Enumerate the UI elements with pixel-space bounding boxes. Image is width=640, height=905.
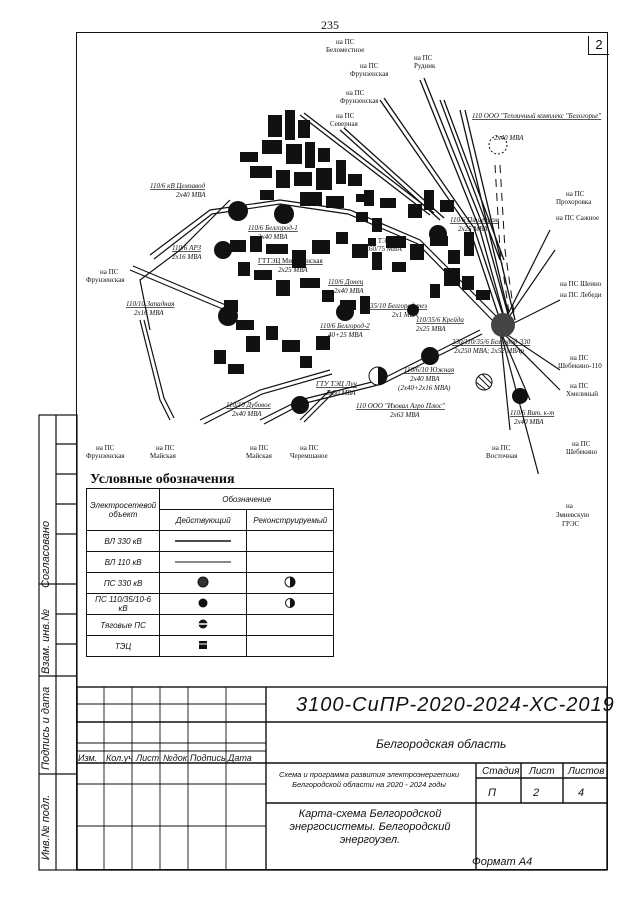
legend-name: ВЛ 330 кВ [87, 531, 160, 552]
svg-text:110/6 Пищепром: 110/6 Пищепром [450, 216, 499, 224]
ps-dubovoe [291, 396, 309, 414]
svg-text:на ПСВосточная: на ПС Восточная [486, 444, 518, 460]
svg-text:110/35/6 Крейда: 110/35/6 Крейда [416, 316, 464, 324]
svg-text:110/6/10 Южная: 110/6/10 Южная [404, 366, 455, 374]
legend-table [86, 488, 334, 657]
svg-text:2х30 МВА: 2х30 МВА [326, 389, 356, 397]
ps-belgorod1 [274, 204, 294, 224]
svg-text:3х40 МВА: 3х40 МВА [258, 233, 288, 241]
svg-text:2х40 МВА: 2х40 МВА [232, 410, 262, 418]
stage-value: П [488, 787, 496, 799]
legend-row [87, 636, 334, 657]
svg-text:на ПС Лебеди: на ПС Лебеди [560, 291, 602, 299]
vzam-inv-label: Взам. инв.№ [40, 609, 52, 674]
svg-text:110/6 Вит. к-т: 110/6 Вит. к-т [510, 409, 555, 417]
svg-text:110 ООО "Тепличный комплекс "Б: 110 ООО "Тепличный комплекс "Белогорье" [472, 112, 602, 120]
ps-vitkt [512, 388, 528, 404]
ps-yuzhnaya [421, 347, 439, 365]
podpis-data-label: Подпись и дата [40, 686, 52, 770]
svg-text:2х1 МВА: 2х1 МВА [392, 311, 418, 319]
col-izm: Изм. [78, 753, 98, 763]
ps-bel330 [491, 313, 515, 337]
svg-text:(2х40+2х16 МВА): (2х40+2х16 МВА) [398, 384, 451, 392]
traction-ps-icon [160, 615, 247, 636]
ps-zapadnaya [218, 306, 238, 326]
svg-text:на ПСМайская: на ПС Майская [150, 444, 176, 460]
legend-title: Условные обозначения [90, 472, 235, 487]
ps-arz [214, 241, 232, 259]
svg-text:на ПСФрунзенская: на ПС Фрунзенская [86, 268, 125, 284]
line-110-icon [160, 552, 247, 573]
legend-name: Тяговые ПС [87, 615, 160, 636]
svg-text:110/10 Западная: 110/10 Западная [126, 300, 175, 308]
stage-label: Стадия [482, 766, 520, 777]
svg-text:на ПСФрунзенская: на ПС Фрунзенская [350, 62, 389, 78]
legend-row [87, 573, 334, 594]
document-code: 3100-СиПР-2020-2024-ХС-2019 [296, 694, 615, 716]
svg-text:на ПСРудник: на ПС Рудник [414, 54, 436, 70]
svg-text:110/6 Донец: 110/6 Донец [328, 278, 364, 286]
svg-text:110/6 АРЗ: 110/6 АРЗ [172, 244, 201, 252]
svg-text:на ПСМайская: на ПС Майская [246, 444, 272, 460]
svg-text:2х25 МВА: 2х25 МВА [416, 325, 446, 333]
col-data: Дата [228, 753, 252, 763]
svg-text:2х16 МВА: 2х16 МВА [172, 253, 202, 261]
svg-text:на ПСПрохоровка: на ПС Прохоровка [556, 190, 592, 206]
svg-text:110 ООО "Изовал Агро Плюс": 110 ООО "Изовал Агро Плюс" [356, 402, 445, 410]
sheets-label: Листов [568, 766, 605, 777]
sheets-value: 4 [578, 787, 585, 799]
svg-text:2х40 МВА: 2х40 МВА [514, 418, 544, 426]
legend-name: ТЭЦ [87, 636, 160, 657]
soglasovano-label: Согласовано [40, 520, 52, 588]
svg-text:2х40 МВА: 2х40 МВА [334, 287, 364, 295]
sheet-number-box: 2 [588, 36, 609, 55]
svg-text:на ПС Сажное: на ПС Сажное [556, 214, 600, 222]
ps-bel2 [336, 303, 354, 321]
svg-text:на ПСФрунзенская: на ПС Фрунзенская [340, 89, 379, 105]
legend-name: ВЛ 110 кВ [87, 552, 160, 573]
paper-format: Формат А4 [472, 856, 533, 868]
legend-name: ПС 330 кВ [87, 573, 160, 594]
col-nom-dok: №док. [163, 753, 190, 763]
svg-text:2х250 МВА; 2х52 МВАр: 2х250 МВА; 2х52 МВАр [454, 347, 525, 355]
legend-row [87, 615, 334, 636]
svg-text:2х40 МВА: 2х40 МВА [410, 375, 440, 383]
energy-map [78, 34, 606, 474]
svg-text:ГРЭС: ГРЭС [562, 520, 580, 528]
svg-text:на ПССеверная: на ПС Северная [330, 112, 358, 128]
svg-text:110/6 Белгород-2: 110/6 Белгород-2 [320, 322, 370, 330]
legend-row [87, 531, 334, 552]
svg-text:Б ТЭЦ: Б ТЭЦ [372, 237, 392, 245]
sheet-label: Лист [529, 766, 555, 777]
document-title: Карта-схема Белгородской энергосистемы. Белгородский энергоузел. [289, 808, 451, 846]
legend-col-object: Электросетевой объект [87, 489, 160, 531]
col-list: Лист [136, 753, 160, 763]
ps-pischeprom [429, 225, 447, 243]
svg-text:на ПСХмелиный: на ПС Хмелиный [566, 382, 599, 398]
legend-row [87, 552, 334, 573]
svg-text:на: на [566, 502, 573, 510]
sheet-value: 2 [533, 787, 540, 799]
label: на ПС Беломестное [326, 38, 365, 54]
svg-text:2х25 МВА: 2х25 МВА [278, 266, 308, 274]
svg-text:Змиевскую: Змиевскую [556, 511, 590, 519]
legend-col-active: Действующий [160, 510, 247, 531]
tec-icon [160, 636, 247, 657]
svg-text:на ПСФрунзенская: на ПС Фрунзенская [86, 444, 125, 460]
ps330-active-icon [160, 573, 247, 594]
ps330-recon-icon [247, 573, 334, 594]
legend-col-designation: Обозначение [160, 489, 334, 510]
svg-text:330/110/35/6 Белгород-330: 330/110/35/6 Белгород-330 [452, 338, 531, 346]
legend-row [87, 594, 334, 615]
legend-name: ПС 110/35/10-6 кВ [87, 594, 160, 615]
tec-gttez [356, 194, 364, 202]
ps-tsemzavod [228, 201, 248, 221]
line-330-icon [160, 531, 247, 552]
svg-text:110/6 кВ Цемзавод: 110/6 кВ Цемзавод [150, 182, 206, 190]
svg-text:2х63 МВА: 2х63 МВА [390, 411, 420, 419]
legend-col-recon: Реконструируемый [247, 510, 334, 531]
svg-text:2х16 МВА: 2х16 МВА [134, 309, 164, 317]
svg-text:110/10 Дубовое: 110/10 Дубовое [226, 401, 271, 409]
col-podpis: Подпись [190, 753, 226, 763]
page-number: 235 [321, 18, 339, 32]
region-name: Белгородская область [376, 737, 507, 751]
svg-text:на ПСШебекино-110: на ПС Шебекино-110 [558, 354, 602, 370]
svg-text:на ПСШебекино: на ПС Шебекино [566, 440, 598, 456]
svg-text:110/6 Белгород-1: 110/6 Белгород-1 [248, 224, 298, 232]
svg-text:35/10 Белгород тез: 35/10 Белгород тез [370, 302, 428, 310]
svg-text:2х25 МВА: 2х25 МВА [458, 225, 488, 233]
col-kol-uch: Кол.уч [106, 753, 133, 763]
svg-text:2х60/75 МВА: 2х60/75 МВА [362, 245, 403, 253]
svg-text:ГТТЭЦ Мичуринская: ГТТЭЦ Мичуринская [258, 257, 323, 265]
svg-text:2х40 МВА: 2х40 МВА [176, 191, 206, 199]
svg-text:ГТУ ТЭЦ Луч: ГТУ ТЭЦ Луч [316, 380, 357, 388]
svg-text:на ПСЧеремшаное: на ПС Черемшаное [290, 444, 328, 460]
svg-text:2х40 МВА: 2х40 МВА [494, 134, 524, 142]
zmiev-label [540, 500, 606, 540]
inv-podl-label: Инв.№ подл. [40, 794, 52, 860]
scheme-description: Схема и программа развития электроэнергетики Белгородской области на 2020 - 2024 годы [278, 770, 460, 789]
ps110-recon-icon [247, 594, 334, 615]
svg-text:40+25 МВА: 40+25 МВА [328, 331, 363, 339]
ps110-active-icon [160, 594, 247, 615]
svg-text:на ПС Шеино: на ПС Шеино [560, 280, 602, 288]
